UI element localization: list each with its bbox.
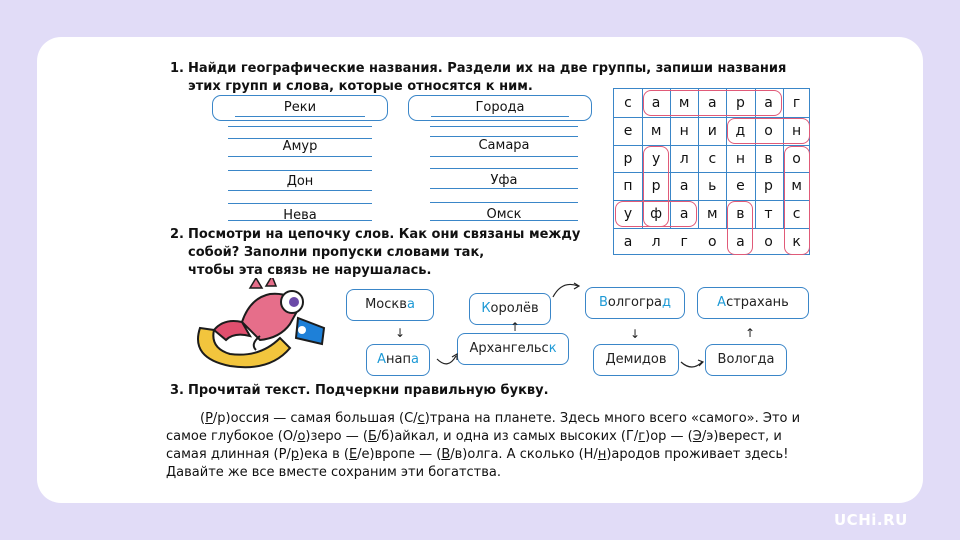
underlined-letter[interactable]: В [441,447,451,462]
task1-number: 1. [170,61,184,76]
paragraph-text: /в)олга. А сколько (Н/ [450,447,598,462]
grid-letter[interactable]: у [623,206,633,223]
chain-accent-letter: д [662,295,672,310]
chain-accent-letter: В [598,295,608,310]
grid-letter[interactable]: р [623,150,633,167]
group-2-word[interactable]: Омск [486,207,522,222]
chain-word-text: оролёв [490,301,539,316]
grid-letter[interactable]: п [623,178,633,195]
arrow-up-icon: ↑ [510,320,521,334]
task3-instruction [170,382,670,400]
group-1-word[interactable]: Амур [282,139,318,154]
grid-letter[interactable]: г [792,95,801,111]
paragraph-text: )трана на планете. Здесь много всего «самого». Это и самое глубокое (О/ [166,411,801,444]
group-2-word[interactable]: Уфа [490,173,518,188]
paragraph-text: /б)айкал, и одна из самых высоких (Г/ [376,429,639,444]
grid-letter[interactable]: о [764,234,773,250]
grid-letter[interactable]: с [792,206,801,223]
arrow-down-icon: ↓ [395,326,406,340]
grid-letter[interactable]: м [707,206,718,223]
grid-letter[interactable]: м [791,178,802,195]
grid-letter[interactable]: н [792,122,802,139]
grid-letter[interactable]: р [764,178,773,195]
grid-letter[interactable]: у [651,150,661,167]
chain-accent-letter: а [410,352,419,367]
group-1-word[interactable]: Нева [283,208,317,223]
task2-line1: Посмотри на цепочку слов. Как они связаны между [188,227,581,242]
grid-letter[interactable]: а [623,234,633,250]
grid-letter[interactable]: л [651,234,661,250]
paragraph-text: )зеро — ( [305,429,368,444]
task3-paragraph [166,410,826,482]
paragraph-text: )ародов проживает здесь! Давайте же все вместе сохраним эти богатства. [166,447,789,480]
grid-letter[interactable]: с [624,95,632,111]
chain-accent-letter: к [548,341,557,356]
task2-line2: собой? Заполни пропуски словами так, [188,245,485,260]
chain-accent-letter: К [481,301,491,316]
grid-letter[interactable]: а [679,206,689,223]
underlined-letter[interactable]: о [297,429,306,444]
underlined-letter[interactable]: н [597,447,607,462]
grid-letter[interactable]: в [736,206,745,223]
grid-letter[interactable]: г [680,234,688,250]
underlined-letter[interactable]: с [417,411,425,426]
grid-letter[interactable]: л [679,150,689,167]
arrow-up-icon: ↑ [745,326,756,340]
chain-word-text: Демидов [605,352,667,367]
chain-accent-letter: А [717,295,727,310]
paragraph-text: /е)вропе — ( [357,447,442,462]
grid-letter[interactable]: м [650,122,662,139]
paragraph-text: )ека в ( [299,447,349,462]
grid-letter[interactable]: м [678,95,690,111]
task2-line3: чтобы эта связь не нарушалась. [188,263,432,278]
task1-text: Найди географические названия. Раздели их на две группы, запиши названия этих групп и слова, которые относятся к ним. [188,61,787,94]
chain-word-text: олгогра [607,295,663,310]
underlined-letter[interactable]: Э [692,429,702,444]
group-1-label: Реки [283,100,317,115]
task3-text: Прочитай текст. Подчеркни правильную букву. [188,383,549,398]
chain-accent-letter: А [377,352,386,367]
grid-letter[interactable]: ь [708,178,717,195]
underlined-letter[interactable]: р [290,447,300,462]
grid-letter[interactable]: а [708,95,717,111]
grid-letter[interactable]: д [735,122,746,139]
paragraph-text: /р)оссия — самая большая (С/ [212,411,418,426]
grid-letter[interactable]: е [623,122,633,139]
chain-accent-letter: а [406,297,415,312]
grid-letter[interactable]: а [651,95,661,111]
chain-word-text: Вологда [717,352,775,367]
grid-letter[interactable]: с [708,150,717,167]
task2-number: 2. [170,227,184,242]
arrow-down-icon: ↓ [630,327,641,341]
grid-letter[interactable]: т [764,206,773,223]
grid-letter[interactable]: к [792,234,801,250]
underlined-letter[interactable]: Р [205,411,213,426]
underlined-letter[interactable]: Б [367,429,377,444]
grid-letter[interactable]: а [764,95,773,111]
brand-logo: UCHi.RU [834,511,908,529]
grid-letter[interactable]: ф [650,206,663,223]
grid-letter[interactable]: е [736,178,745,195]
grid-letter[interactable]: н [679,122,689,139]
grid-letter[interactable]: о [764,122,773,139]
group-2-label: Города [475,100,525,115]
grid-letter[interactable]: в [764,150,773,167]
group-1-word[interactable]: Дон [286,174,314,189]
task3-number: 3. [170,383,184,398]
grid-letter[interactable]: н [735,150,745,167]
chain-word-text: страхань [726,295,789,310]
chain-word-text: Архангельс [469,341,549,356]
grid-letter[interactable]: а [736,234,745,250]
paragraph-text: /э)верест, и самая длинная (Р/ [166,429,782,462]
grid-letter[interactable]: о [792,150,801,167]
grid-letter[interactable]: р [735,95,745,111]
grid-letter[interactable]: р [651,178,661,195]
paragraph-text: ( [200,411,206,426]
underlined-letter[interactable]: Е [348,447,358,462]
group-2-word[interactable]: Самара [478,138,530,153]
grid-letter[interactable]: а [679,178,689,195]
grid-letter[interactable]: о [708,234,717,250]
chain-word-text: нап [385,352,411,367]
underlined-letter[interactable]: г [638,429,646,444]
chain-word-text: Москв [365,297,407,312]
paragraph-text: )ор — ( [645,429,693,444]
grid-letter[interactable]: и [707,122,717,139]
